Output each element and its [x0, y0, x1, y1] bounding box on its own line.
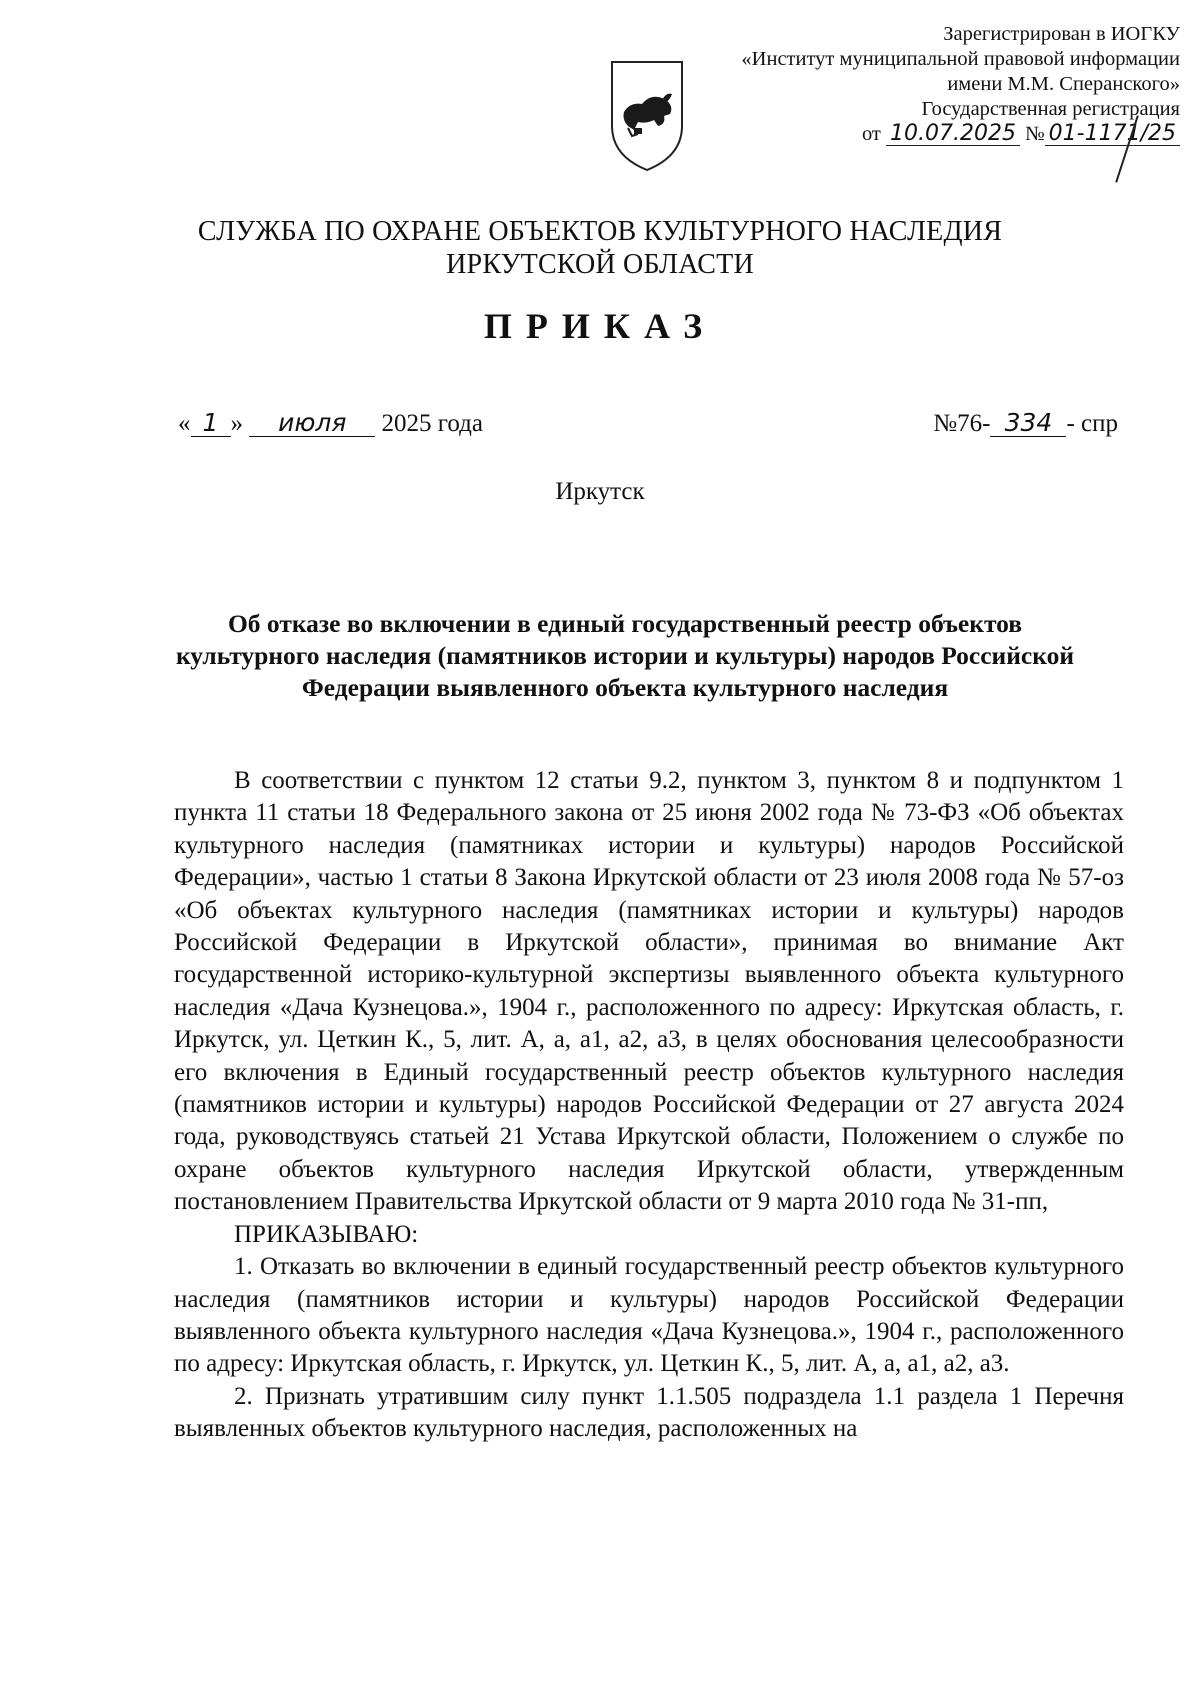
reg-number-handwritten: 01-1171/25 [1045, 123, 1180, 146]
reg-from-prefix: от [861, 123, 881, 145]
date-day-handwritten: 1 [191, 410, 231, 437]
order-body [174, 765, 1124, 1446]
date-number-row [178, 410, 1118, 446]
reg-line-1: Зарегистрирован в ИОГКУ [943, 23, 1180, 45]
city-name: Иркутск [555, 478, 645, 505]
agency-name [0, 215, 1200, 281]
reg-date-handwritten: 10.07.2025 [886, 123, 1020, 146]
agency-line-2: ИРКУТСКОЙ ОБЛАСТИ [446, 249, 754, 280]
reg-date-line [620, 122, 1180, 147]
date-close-quote: » [230, 410, 243, 437]
reg-number-prefix: № [1025, 123, 1045, 145]
order-word: ПРИКАЗЫВАЮ: [234, 1220, 419, 1248]
date-open-quote: « [178, 410, 191, 437]
order-number-suffix: - спр [1066, 410, 1118, 437]
order-date [178, 410, 483, 438]
document-type: ПРИКАЗ [483, 306, 717, 346]
reg-line-3: имени М.М. Сперанского» [947, 73, 1180, 95]
order-item-1: 1. Отказать во включении в единый государственный реестр объектов культурного наследия (памятников истории и культуры) народов Российской Федерации выявленного объекта культурного наследия «Дача Кузнецова.», 1904 г., расположенного по адресу: Иркутская область, г. Иркутск, ул. Цеткин К., 5, лит. А, а, а1, а2, а3. [174, 1253, 1124, 1378]
reg-line-4: Государственная регистрация [921, 98, 1180, 120]
agency-line-1: СЛУЖБА ПО ОХРАНЕ ОБЪЕКТОВ КУЛЬТУРНОГО НАСЛЕДИЯ [197, 216, 1003, 247]
order-number-prefix: №76- [933, 410, 991, 437]
order-item-2: 2. Признать утратившим силу пункт 1.1.505 подраздела 1.1 раздела 1 Перечня выявленных объектов культурного наследия, расположенных на [174, 1382, 1124, 1443]
order-subject: Об отказе во включении в единый государственный реестр объектов культурного наследия (памятников истории и культуры) народов Российской Федерации выявленного объекта культурного наследия [175, 609, 1075, 702]
order-number-handwritten: 334 [990, 410, 1066, 437]
preamble-paragraph: В соответствии с пунктом 12 статьи 9.2, пунктом 3, пунктом 8 и подпунктом 1 пункта 11 статьи 18 Федерального закона от 25 июня 2002 года № 73-ФЗ «Об объектах культурного наследия (памятниках истории и культуры) народов Российской Федерации», частью 1 статьи 8 Закона Иркутской области от 23 июля 2008 года № 57-оз «Об объектах культурного наследия (памятниках истории и культуры) народов Российской Федерации в Иркутской области», принимая во внимание Акт государственной историко-культурной экспертизы выявленного объекта культурного наследия «Дача Кузнецова.», 1904 г., расположенного по адресу: Иркутская область, г. Иркутск, ул. Цеткин К., 5, лит. А, а, а1, а2, а3, в целях обоснования целесообразности его включения в Единый государственный реестр объектов культурного наследия (памятников истории и культуры) народов Российской Федерации от 27 августа 2024 года, руководствуясь статьей 21 Устава Иркутской области, Положением о службе по охране объектов культурного наследия Иркутской области, утвержденным постановлением Правительства Иркутской области от 9 марта 2010 года № 31-пп, [174, 767, 1124, 1216]
order-number [933, 410, 1118, 438]
reg-line-2: «Институт муниципальной правовой информации [741, 48, 1180, 70]
date-month-handwritten: июля [249, 410, 375, 437]
registration-stamp [620, 22, 1180, 147]
date-year: 2025 года [381, 410, 483, 437]
